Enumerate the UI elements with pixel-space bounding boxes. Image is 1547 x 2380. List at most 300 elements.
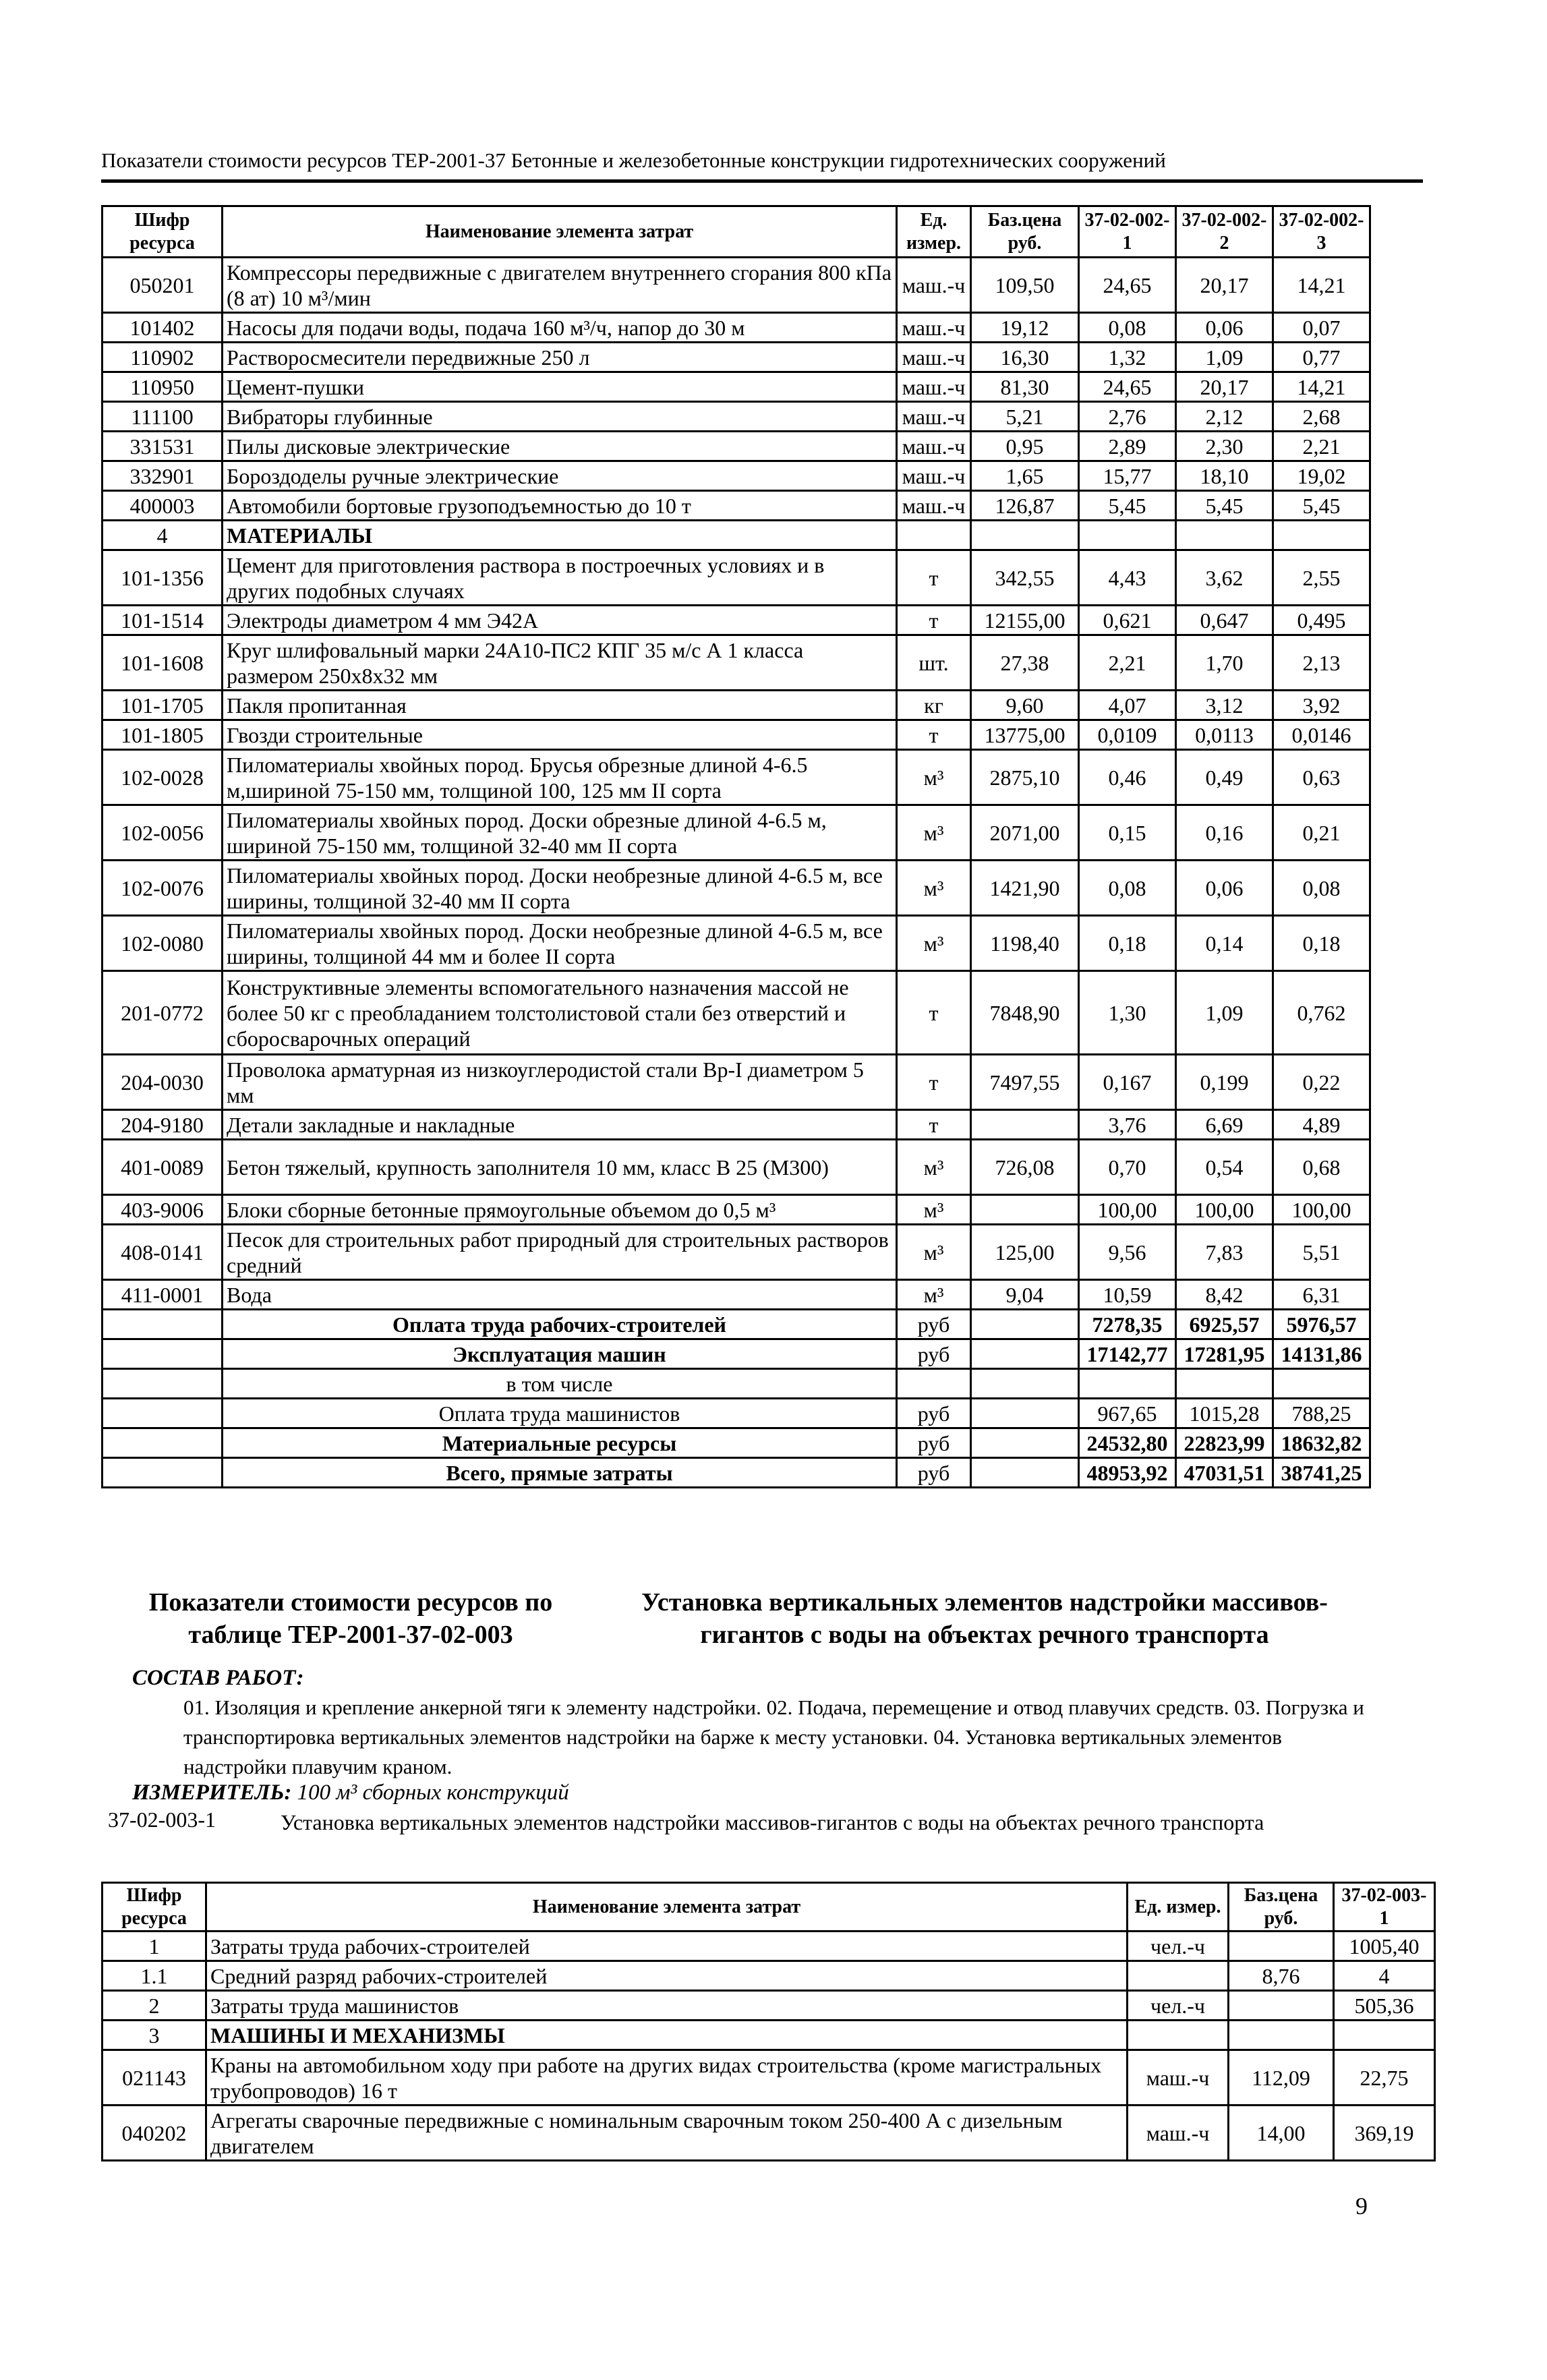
base-price-cell	[971, 1310, 1079, 1339]
base-price-cell: 8,76	[1229, 1961, 1334, 1991]
resource-name-cell: Круг шлифовальный марки 24А10-ПС2 КПГ 35 м/с А 1 класса размером 250х8х32 мм	[223, 635, 897, 691]
table-row	[103, 1961, 1435, 1991]
unit-cell: маш.-ч	[897, 343, 971, 372]
value-cell: 0,08	[1079, 313, 1176, 343]
base-price-cell: 2875,10	[971, 750, 1079, 805]
value-cell: 10,59	[1079, 1280, 1176, 1310]
resource-code-cell: 3	[103, 2021, 206, 2050]
resource-name-cell: Затраты труда рабочих-строителей	[206, 1932, 1128, 1961]
value-cell: 2,55	[1273, 550, 1370, 606]
resource-code-cell: 102-0028	[103, 750, 223, 805]
resource-table-2	[101, 1882, 1436, 2161]
resource-code-cell: 1.1	[103, 1961, 206, 1991]
resource-name-cell: Цемент для приготовления раствора в построечных условиях и в других подобных случаях	[223, 550, 897, 606]
value-cell: 0,762	[1273, 971, 1370, 1055]
value-cell: 9,56	[1079, 1225, 1176, 1280]
table-row	[103, 971, 1370, 1055]
value-cell: 0,63	[1273, 750, 1370, 805]
value-cell: 100,00	[1176, 1195, 1273, 1225]
table-row	[103, 313, 1370, 343]
value-cell	[1176, 1369, 1273, 1399]
resource-name-cell: Материальные ресурсы	[223, 1428, 897, 1458]
value-cell	[1176, 521, 1273, 550]
base-price-cell: 81,30	[971, 372, 1079, 402]
value-cell: 5,45	[1079, 491, 1176, 521]
column-header: Наименование элемента затрат	[223, 206, 897, 258]
resource-code-cell	[103, 1369, 223, 1399]
section-title-right: Установка вертикальных элементов надстройки массивов-гигантов с воды на объектах речного транспорта	[641, 1588, 1328, 1649]
resource-name-cell: Агрегаты сварочные передвижные с номинальным сварочным током 250-400 А с дизельным двигателем	[206, 2106, 1128, 2161]
resource-name-cell: Затраты труда машинистов	[206, 1991, 1128, 2021]
resource-name-cell: Растворосмесители передвижные 250 л	[223, 343, 897, 372]
table-row	[103, 432, 1370, 461]
value-cell: 2,68	[1273, 402, 1370, 432]
resource-code-cell: 021143	[103, 2050, 206, 2106]
table-row	[103, 1225, 1370, 1280]
base-price-cell: 12155,00	[971, 606, 1079, 635]
value-cell: 14131,86	[1273, 1339, 1370, 1369]
value-cell: 3,12	[1176, 691, 1273, 720]
unit-cell: м³	[897, 916, 971, 971]
table-row	[103, 1280, 1370, 1310]
unit-cell: маш.-ч	[897, 313, 971, 343]
value-cell: 0,0146	[1273, 720, 1370, 750]
value-cell: 7,83	[1176, 1225, 1273, 1280]
table-row	[103, 916, 1370, 971]
unit-cell: м³	[897, 1195, 971, 1225]
resource-name-cell: Компрессоры передвижные с двигателем внутреннего сгорания 800 кПа (8 ат) 10 м³/мин	[223, 258, 897, 313]
unit-cell	[1128, 2021, 1229, 2050]
base-price-cell: 16,30	[971, 343, 1079, 372]
unit-cell: м³	[897, 805, 971, 861]
value-cell: 100,00	[1079, 1195, 1176, 1225]
value-cell: 0,647	[1176, 606, 1273, 635]
column-header: Наименование элемента затрат	[206, 1883, 1128, 1932]
value-cell: 505,36	[1334, 1991, 1435, 2021]
value-cell	[1079, 1369, 1176, 1399]
base-price-cell: 1,65	[971, 461, 1079, 491]
resource-name-cell: Оплата труда машинистов	[223, 1399, 897, 1428]
value-cell: 788,25	[1273, 1399, 1370, 1428]
value-cell: 3,92	[1273, 691, 1370, 720]
resource-name-cell: Бороздоделы ручные электрические	[223, 461, 897, 491]
resource-name-cell: Пиломатериалы хвойных пород. Доски необрезные длиной 4-6.5 м, все ширины, толщиной 32-40 мм II сорта	[223, 861, 897, 916]
table-row	[103, 1195, 1370, 1225]
value-cell: 22,75	[1334, 2050, 1435, 2106]
resource-name-cell: МАШИНЫ И МЕХАНИЗМЫ	[206, 2021, 1128, 2050]
table-row	[103, 1932, 1435, 1961]
unit-cell: м³	[897, 750, 971, 805]
value-cell: 0,18	[1079, 916, 1176, 971]
base-price-cell: 2071,00	[971, 805, 1079, 861]
unit-cell: руб	[897, 1458, 971, 1488]
value-cell: 2,12	[1176, 402, 1273, 432]
value-cell: 1,30	[1079, 971, 1176, 1055]
value-cell: 967,65	[1079, 1399, 1176, 1428]
unit-cell: т	[897, 1110, 971, 1140]
value-cell	[1273, 521, 1370, 550]
base-price-cell: 27,38	[971, 635, 1079, 691]
base-price-cell: 7497,55	[971, 1055, 1079, 1110]
column-header: 37-02-002-3	[1273, 206, 1370, 258]
value-cell: 0,15	[1079, 805, 1176, 861]
value-cell: 1,09	[1176, 971, 1273, 1055]
table-row	[103, 861, 1370, 916]
measure-label: ИЗМЕРИТЕЛЬ:	[132, 1780, 292, 1805]
column-header: Шифр ресурса	[103, 1883, 206, 1932]
value-cell: 14,21	[1273, 258, 1370, 313]
table-row	[103, 1339, 1370, 1369]
base-price-cell	[971, 1110, 1079, 1140]
table-row	[103, 461, 1370, 491]
resource-code-cell: 102-0076	[103, 861, 223, 916]
resource-code-cell: 4	[103, 521, 223, 550]
column-header: Ед. измер.	[1128, 1883, 1229, 1932]
base-price-cell	[971, 521, 1079, 550]
resource-name-cell: Всего, прямые затраты	[223, 1458, 897, 1488]
value-cell: 100,00	[1273, 1195, 1370, 1225]
table-row	[103, 491, 1370, 521]
unit-cell: т	[897, 971, 971, 1055]
value-cell: 4	[1334, 1961, 1435, 1991]
resource-name-cell: в том числе	[223, 1369, 897, 1399]
value-cell: 0,54	[1176, 1140, 1273, 1195]
column-header: 37-02-003-1	[1334, 1883, 1435, 1932]
value-cell: 5,45	[1176, 491, 1273, 521]
base-price-cell	[971, 1458, 1079, 1488]
resource-code-cell: 400003	[103, 491, 223, 521]
resource-code-cell	[103, 1310, 223, 1339]
resource-name-cell: Конструктивные элементы вспомогательного назначения массой не более 50 кг с преобладанием толстолистовой стали без отверстий и сборосварочных операций	[223, 971, 897, 1055]
value-cell: 17281,95	[1176, 1339, 1273, 1369]
value-cell: 0,0113	[1176, 720, 1273, 750]
value-cell: 0,68	[1273, 1140, 1370, 1195]
unit-cell: т	[897, 1055, 971, 1110]
unit-cell: чел.-ч	[1128, 1932, 1229, 1961]
resource-code-cell: 101-1356	[103, 550, 223, 606]
base-price-cell	[1229, 1991, 1334, 2021]
resource-code-cell: 401-0089	[103, 1140, 223, 1195]
resource-code-cell: 201-0772	[103, 971, 223, 1055]
table-row	[103, 1310, 1370, 1339]
unit-cell: шт.	[897, 635, 971, 691]
resource-name-cell: Вибраторы глубинные	[223, 402, 897, 432]
value-cell: 5,51	[1273, 1225, 1370, 1280]
value-cell: 24532,80	[1079, 1428, 1176, 1458]
measure-line	[132, 1780, 569, 1805]
table-row	[103, 635, 1370, 691]
value-cell: 1,09	[1176, 343, 1273, 372]
value-cell: 0,167	[1079, 1055, 1176, 1110]
resource-name-cell: Электроды диаметром 4 мм Э42А	[223, 606, 897, 635]
unit-cell: маш.-ч	[897, 432, 971, 461]
value-cell: 20,17	[1176, 372, 1273, 402]
value-cell	[1079, 521, 1176, 550]
value-cell: 7278,35	[1079, 1310, 1176, 1339]
unit-cell: т	[897, 550, 971, 606]
value-cell: 0,08	[1273, 861, 1370, 916]
base-price-cell: 19,12	[971, 313, 1079, 343]
resource-code-cell: 101402	[103, 313, 223, 343]
resource-code-cell	[103, 1399, 223, 1428]
column-header: Шифр ресурса	[103, 206, 223, 258]
value-cell: 0,46	[1079, 750, 1176, 805]
value-cell: 5976,57	[1273, 1310, 1370, 1339]
base-price-cell: 9,04	[971, 1280, 1079, 1310]
resource-code-cell: 050201	[103, 258, 223, 313]
resource-name-cell: Пиломатериалы хвойных пород. Брусья обрезные длиной 4-6.5 м,шириной 75-150 мм, толщиной 100, 125 мм II сорта	[223, 750, 897, 805]
column-header: Ед. измер.	[897, 206, 971, 258]
resource-code-cell: 2	[103, 1991, 206, 2021]
value-cell: 3,76	[1079, 1110, 1176, 1140]
value-cell: 2,21	[1273, 432, 1370, 461]
value-cell	[1334, 2021, 1435, 2050]
resource-code-cell: 408-0141	[103, 1225, 223, 1280]
table-header-row	[103, 1883, 1435, 1932]
unit-cell: чел.-ч	[1128, 1991, 1229, 2021]
table-row	[103, 550, 1370, 606]
resource-name-cell: Детали закладные и накладные	[223, 1110, 897, 1140]
base-price-cell: 7848,90	[971, 971, 1079, 1055]
value-cell: 0,21	[1273, 805, 1370, 861]
unit-cell: маш.-ч	[897, 372, 971, 402]
base-price-cell: 126,87	[971, 491, 1079, 521]
value-cell: 5,45	[1273, 491, 1370, 521]
value-cell: 24,65	[1079, 372, 1176, 402]
unit-cell: руб	[897, 1339, 971, 1369]
base-price-cell	[971, 1428, 1079, 1458]
page-header: Показатели стоимости ресурсов ТЕР-2001-37 Бетонные и железобетонные конструкции гидротехнических сооружений	[101, 148, 1166, 172]
resource-name-cell: Эксплуатация машин	[223, 1339, 897, 1369]
table-row	[103, 2106, 1435, 2161]
resource-name-cell: МАТЕРИАЛЫ	[223, 521, 897, 550]
resource-code-cell	[103, 1339, 223, 1369]
resource-name-cell: Краны на автомобильном ходу при работе на других видах строительства (кроме магистральных трубопроводов) 16 т	[206, 2050, 1128, 2106]
table-row	[103, 258, 1370, 313]
value-cell: 2,30	[1176, 432, 1273, 461]
unit-cell	[897, 521, 971, 550]
value-cell: 47031,51	[1176, 1458, 1273, 1488]
unit-cell: руб	[897, 1428, 971, 1458]
resource-name-cell: Пиломатериалы хвойных пород. Доски необрезные длиной 4-6.5 м, все ширины, толщиной 44 мм и более II сорта	[223, 916, 897, 971]
value-cell: 0,18	[1273, 916, 1370, 971]
column-header: 37-02-002-2	[1176, 206, 1273, 258]
base-price-cell: 1421,90	[971, 861, 1079, 916]
value-cell: 1,32	[1079, 343, 1176, 372]
base-price-cell	[1229, 1932, 1334, 1961]
value-cell: 2,13	[1273, 635, 1370, 691]
resource-code-cell: 332901	[103, 461, 223, 491]
value-cell: 1,70	[1176, 635, 1273, 691]
value-cell: 15,77	[1079, 461, 1176, 491]
table-row	[103, 1110, 1370, 1140]
value-cell: 0,621	[1079, 606, 1176, 635]
unit-cell: м³	[897, 1280, 971, 1310]
table-row	[103, 1055, 1370, 1110]
value-cell: 14,21	[1273, 372, 1370, 402]
resource-name-cell: Пилы дисковые электрические	[223, 432, 897, 461]
base-price-cell: 342,55	[971, 550, 1079, 606]
value-cell: 24,65	[1079, 258, 1176, 313]
unit-cell	[1128, 1961, 1229, 1991]
base-price-cell: 9,60	[971, 691, 1079, 720]
resource-code-cell: 101-1805	[103, 720, 223, 750]
unit-cell: кг	[897, 691, 971, 720]
table-row	[103, 2050, 1435, 2106]
resource-table-1	[101, 205, 1371, 1488]
section-title-left: Показатели стоимости ресурсов по таблице ТЕР-2001-37-02-003	[148, 1588, 553, 1649]
value-cell: 0,16	[1176, 805, 1273, 861]
resource-code-cell: 403-9006	[103, 1195, 223, 1225]
value-cell: 3,62	[1176, 550, 1273, 606]
resource-code-cell: 204-9180	[103, 1110, 223, 1140]
value-cell: 4,43	[1079, 550, 1176, 606]
resource-name-cell: Насосы для подачи воды, подача 160 м³/ч, напор до 30 м	[223, 313, 897, 343]
unit-cell: м³	[897, 1225, 971, 1280]
value-cell: 4,89	[1273, 1110, 1370, 1140]
base-price-cell	[1229, 2021, 1334, 2050]
table-row	[103, 750, 1370, 805]
composition-text: 01. Изоляция и крепление анкерной тяги к элементу надстройки. 02. Подача, перемещение и отвод плавучих средств. 03. Погрузка и транспортировка вертикальных элементов надстройки на барже к месту установки. 04. Установка вертикальных элементов надстройки плавучим краном.	[183, 1695, 1364, 1778]
resource-code-cell: 101-1608	[103, 635, 223, 691]
value-cell: 0,07	[1273, 313, 1370, 343]
table-row	[103, 372, 1370, 402]
resource-code-cell: 411-0001	[103, 1280, 223, 1310]
value-cell: 17142,77	[1079, 1339, 1176, 1369]
unit-cell: маш.-ч	[1128, 2106, 1229, 2161]
value-cell: 48953,92	[1079, 1458, 1176, 1488]
table-row	[103, 691, 1370, 720]
resource-name-cell: Пиломатериалы хвойных пород. Доски обрезные длиной 4-6.5 м, шириной 75-150 мм, толщиной 32-40 мм II сорта	[223, 805, 897, 861]
unit-cell: м³	[897, 861, 971, 916]
resource-code-cell	[103, 1428, 223, 1458]
base-price-cell	[971, 1339, 1079, 1369]
table-row	[103, 720, 1370, 750]
base-price-cell: 0,95	[971, 432, 1079, 461]
base-price-cell: 1198,40	[971, 916, 1079, 971]
base-price-cell	[971, 1195, 1079, 1225]
value-cell: 0,0109	[1079, 720, 1176, 750]
table-row	[103, 1991, 1435, 2021]
resource-code-cell: 1	[103, 1932, 206, 1961]
item-code: 37-02-003-1	[108, 1807, 216, 1832]
unit-cell: руб	[897, 1310, 971, 1339]
resource-name-cell: Гвозди строительные	[223, 720, 897, 750]
measure-value: 100 м³ сборных конструкций	[297, 1780, 569, 1805]
value-cell: 0,49	[1176, 750, 1273, 805]
base-price-cell	[971, 1399, 1079, 1428]
unit-cell: маш.-ч	[897, 402, 971, 432]
resource-name-cell: Оплата труда рабочих-строителей	[223, 1310, 897, 1339]
table-row	[103, 343, 1370, 372]
unit-cell: м³	[897, 1140, 971, 1195]
value-cell: 0,77	[1273, 343, 1370, 372]
table-row	[103, 1140, 1370, 1195]
resource-name-cell: Пакля пропитанная	[223, 691, 897, 720]
value-cell: 2,89	[1079, 432, 1176, 461]
table-row	[103, 805, 1370, 861]
table-row	[103, 606, 1370, 635]
unit-cell: маш.-ч	[897, 491, 971, 521]
table-row	[103, 2021, 1435, 2050]
column-header: 37-02-002-1	[1079, 206, 1176, 258]
base-price-cell	[971, 1369, 1079, 1399]
page-number: 9	[1355, 2193, 1368, 2219]
value-cell: 0,199	[1176, 1055, 1273, 1110]
table-row	[103, 1399, 1370, 1428]
base-price-cell: 14,00	[1229, 2106, 1334, 2161]
resource-code-cell: 102-0056	[103, 805, 223, 861]
resource-name-cell: Песок для строительных работ природный для строительных растворов средний	[223, 1225, 897, 1280]
value-cell: 2,21	[1079, 635, 1176, 691]
value-cell: 18632,82	[1273, 1428, 1370, 1458]
base-price-cell: 13775,00	[971, 720, 1079, 750]
resource-name-cell: Бетон тяжелый, крупность заполнителя 10 мм, класс В 25 (М300)	[223, 1140, 897, 1195]
resource-code-cell: 040202	[103, 2106, 206, 2161]
base-price-cell: 5,21	[971, 402, 1079, 432]
unit-cell: т	[897, 606, 971, 635]
value-cell: 22823,99	[1176, 1428, 1273, 1458]
value-cell: 0,08	[1079, 861, 1176, 916]
resource-code-cell: 204-0030	[103, 1055, 223, 1110]
value-cell: 2,76	[1079, 402, 1176, 432]
value-cell: 0,14	[1176, 916, 1273, 971]
value-cell: 1015,28	[1176, 1399, 1273, 1428]
unit-cell: руб	[897, 1399, 971, 1428]
value-cell	[1273, 1369, 1370, 1399]
table-row	[103, 402, 1370, 432]
base-price-cell: 112,09	[1229, 2050, 1334, 2106]
value-cell: 0,06	[1176, 313, 1273, 343]
table-row	[103, 1458, 1370, 1488]
resource-name-cell: Блоки сборные бетонные прямоугольные объемом до 0,5 м³	[223, 1195, 897, 1225]
value-cell: 38741,25	[1273, 1458, 1370, 1488]
resource-name-cell: Автомобили бортовые грузоподъемностью до 10 т	[223, 491, 897, 521]
unit-cell: маш.-ч	[897, 461, 971, 491]
value-cell: 20,17	[1176, 258, 1273, 313]
value-cell: 0,06	[1176, 861, 1273, 916]
resource-code-cell: 111100	[103, 402, 223, 432]
value-cell: 18,10	[1176, 461, 1273, 491]
unit-cell: маш.-ч	[1128, 2050, 1229, 2106]
resource-code-cell: 110950	[103, 372, 223, 402]
base-price-cell: 125,00	[971, 1225, 1079, 1280]
value-cell: 6925,57	[1176, 1310, 1273, 1339]
resource-name-cell: Цемент-пушки	[223, 372, 897, 402]
column-header: Баз.цена руб.	[971, 206, 1079, 258]
unit-cell: т	[897, 720, 971, 750]
resource-code-cell: 101-1705	[103, 691, 223, 720]
table-row	[103, 1369, 1370, 1399]
resource-name-cell: Средний разряд рабочих-строителей	[206, 1961, 1128, 1991]
value-cell: 0,495	[1273, 606, 1370, 635]
resource-code-cell: 102-0080	[103, 916, 223, 971]
column-header: Баз.цена руб.	[1229, 1883, 1334, 1932]
composition-heading: СОСТАВ РАБОТ:	[132, 1666, 304, 1690]
value-cell: 0,22	[1273, 1055, 1370, 1110]
header-rule	[101, 179, 1423, 183]
table-header-row	[103, 206, 1370, 258]
value-cell: 4,07	[1079, 691, 1176, 720]
item-text: Установка вертикальных элементов надстройки массивов-гигантов с воды на объектах речного транспорта	[281, 1810, 1264, 1834]
resource-code-cell: 101-1514	[103, 606, 223, 635]
table-row	[103, 1428, 1370, 1458]
resource-code-cell	[103, 1458, 223, 1488]
unit-cell	[897, 1369, 971, 1399]
value-cell: 6,69	[1176, 1110, 1273, 1140]
base-price-cell: 726,08	[971, 1140, 1079, 1195]
value-cell: 0,70	[1079, 1140, 1176, 1195]
